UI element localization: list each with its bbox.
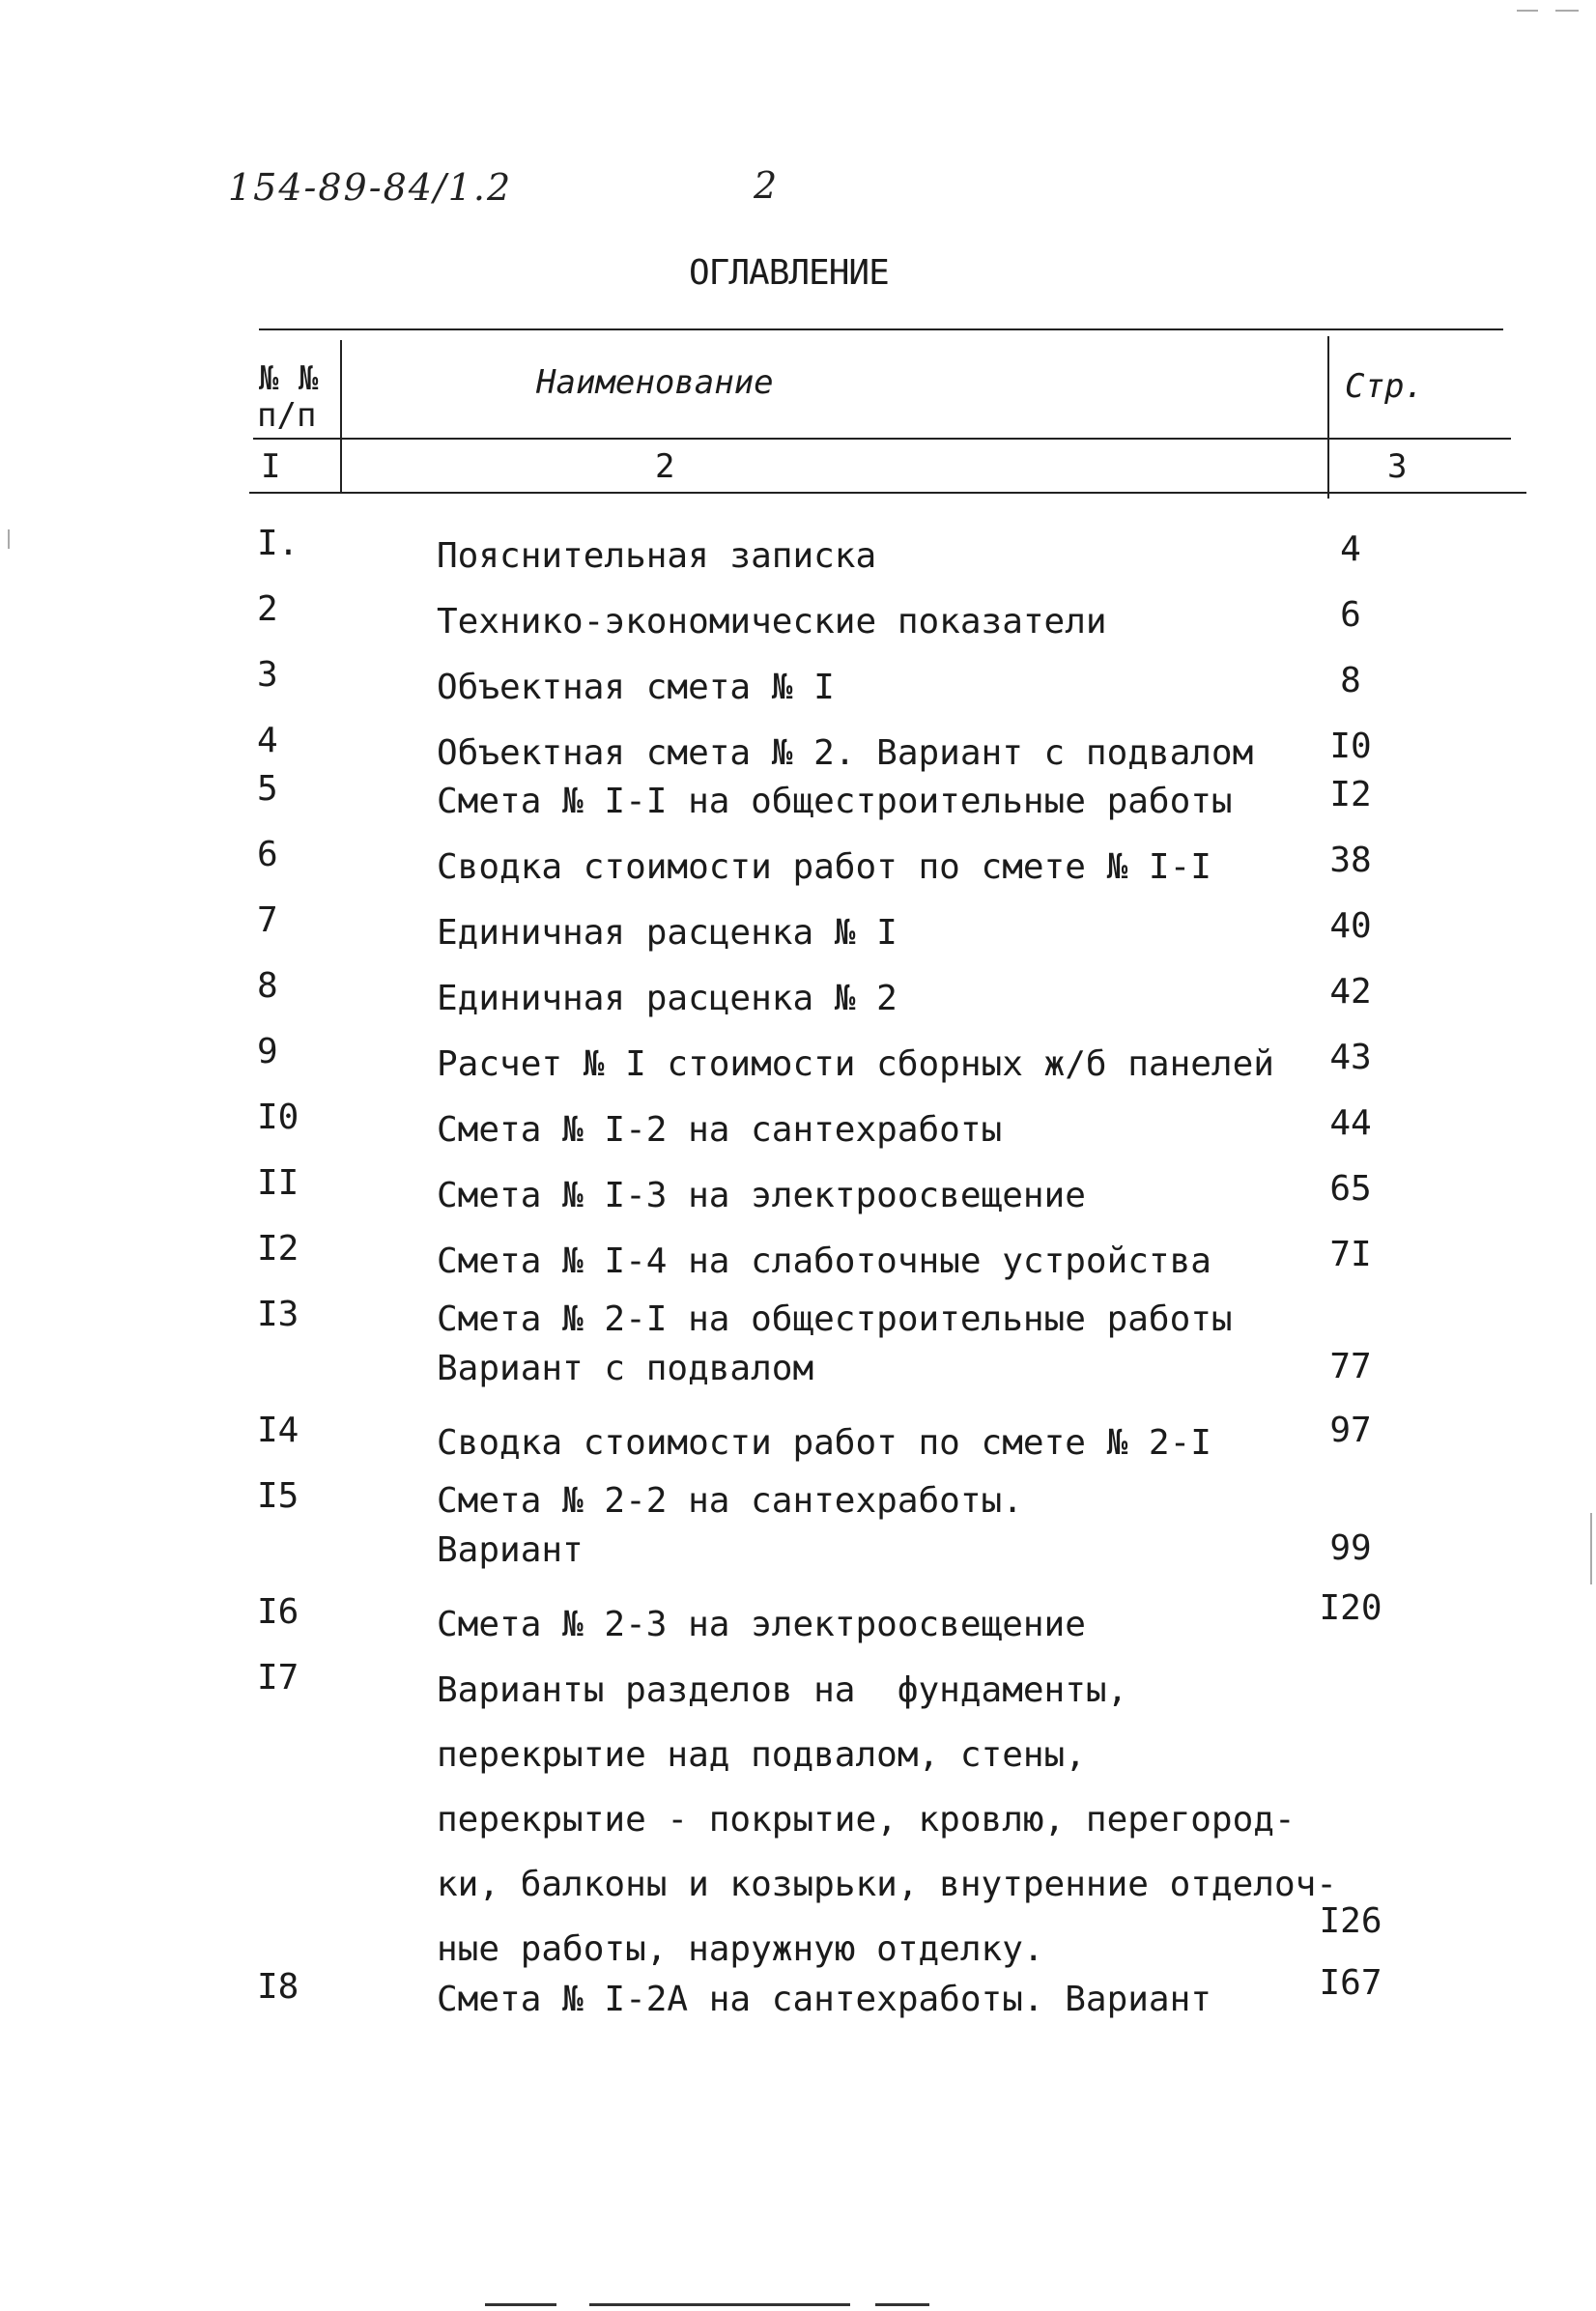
row-number: I8 bbox=[257, 1967, 299, 2007]
header-page-label: Стр. bbox=[1345, 367, 1424, 406]
table-column-number-rule bbox=[249, 492, 1526, 494]
row-number: 9 bbox=[257, 1032, 278, 1071]
row-number: 4 bbox=[257, 721, 278, 760]
header-number-label: № № bbox=[259, 359, 319, 398]
page-title: ОГЛАВЛЕНИЕ bbox=[689, 253, 889, 293]
row-page: 44 bbox=[1329, 1103, 1372, 1143]
row-page: 7I bbox=[1329, 1235, 1372, 1274]
column-number-3: 3 bbox=[1387, 447, 1408, 486]
scan-corner-mark bbox=[1555, 10, 1579, 12]
header-number-sublabel: п/п bbox=[257, 396, 317, 435]
row-page: 43 bbox=[1329, 1038, 1372, 1077]
row-page: I26 bbox=[1319, 1901, 1382, 1941]
scan-corner-mark bbox=[1517, 10, 1538, 12]
row-title: Смета № I-2 на сантехработы bbox=[437, 1110, 1003, 1150]
row-title: Объектная смета № I bbox=[437, 668, 835, 707]
row-number: 3 bbox=[257, 655, 278, 695]
page-number: 2 bbox=[754, 164, 778, 207]
row-number: 8 bbox=[257, 966, 278, 1006]
column-number-1: I bbox=[261, 447, 281, 486]
row-title: Сводка стоимости работ по смете № 2-I bbox=[437, 1423, 1211, 1463]
row-page: I0 bbox=[1329, 727, 1372, 766]
row-page: 42 bbox=[1329, 972, 1372, 1012]
row-title: Единичная расценка № 2 bbox=[437, 979, 898, 1018]
table-top-rule bbox=[259, 328, 1503, 330]
table-divider-right bbox=[1327, 336, 1329, 499]
row-page: I2 bbox=[1329, 775, 1372, 814]
row-title: Смета № 2-3 на электроосвещение bbox=[437, 1605, 1086, 1644]
row-title: Пояснительная записка bbox=[437, 536, 877, 576]
row-page: 77 bbox=[1329, 1347, 1372, 1386]
row-title: Сводка стоимости работ по смете № I-I bbox=[437, 847, 1211, 887]
row-number: I6 bbox=[257, 1592, 299, 1632]
row-page: 40 bbox=[1329, 906, 1372, 946]
header-name-label: Наименование bbox=[536, 363, 774, 402]
row-page: I20 bbox=[1319, 1588, 1382, 1628]
scan-edge-mark bbox=[8, 529, 10, 549]
row-number: I5 bbox=[257, 1476, 299, 1516]
row-title: Объектная смета № 2. Вариант с подвалом bbox=[437, 733, 1254, 773]
row-page: 4 bbox=[1340, 529, 1361, 569]
document-code: 154-89-84/1.2 bbox=[228, 166, 513, 209]
row-page: 99 bbox=[1329, 1528, 1372, 1568]
row-number: I3 bbox=[257, 1295, 299, 1334]
row-page: 6 bbox=[1340, 595, 1361, 635]
table-header-rule bbox=[253, 438, 1511, 440]
row-page: 38 bbox=[1329, 841, 1372, 880]
row-title: Смета № I-4 на слаботочные устройства bbox=[437, 1241, 1211, 1281]
row-page: 97 bbox=[1329, 1411, 1372, 1450]
column-number-2: 2 bbox=[655, 447, 675, 486]
row-page: 8 bbox=[1340, 661, 1361, 700]
row-title: Варианты разделов на фундаменты, перекрытие над подвалом, стены, перекрытие - покрытие, кровлю, перегород- ки, балконы и козырьки, внутренние отделоч- ные работы, наружную отделку. bbox=[437, 1670, 1337, 1969]
table-divider-left bbox=[340, 340, 342, 493]
row-title: Расчет № I стоимости сборных ж/б панелей bbox=[437, 1044, 1274, 1084]
row-number: I7 bbox=[257, 1658, 299, 1698]
row-page: I67 bbox=[1319, 1963, 1382, 2003]
row-title: Смета № 2-I на общестроительные работы Вариант с подвалом bbox=[437, 1299, 1233, 1388]
bottom-rule bbox=[589, 2303, 850, 2306]
row-number: 6 bbox=[257, 835, 278, 874]
row-number: 2 bbox=[257, 589, 278, 629]
row-title: Единичная расценка № I bbox=[437, 913, 898, 953]
bottom-rule bbox=[485, 2303, 556, 2306]
bottom-rule bbox=[875, 2303, 929, 2306]
row-number: 7 bbox=[257, 900, 278, 940]
row-title: Смета № I-2А на сантехработы. Вариант bbox=[437, 1980, 1211, 2019]
row-number: I0 bbox=[257, 1098, 299, 1137]
row-title: Смета № I-I на общестроительные работы bbox=[437, 782, 1233, 821]
row-number: I. bbox=[257, 524, 299, 563]
row-title: Технико-экономические показатели bbox=[437, 602, 1107, 642]
row-number: I4 bbox=[257, 1411, 299, 1450]
row-title: Смета № 2-2 на сантехработы. Вариант bbox=[437, 1481, 1023, 1570]
row-number: II bbox=[257, 1163, 299, 1203]
row-number: 5 bbox=[257, 769, 278, 809]
scan-edge-mark bbox=[1590, 1513, 1592, 1584]
row-page: 65 bbox=[1329, 1169, 1372, 1209]
row-number: I2 bbox=[257, 1229, 299, 1269]
row-title: Смета № I-3 на электроосвещение bbox=[437, 1176, 1086, 1215]
